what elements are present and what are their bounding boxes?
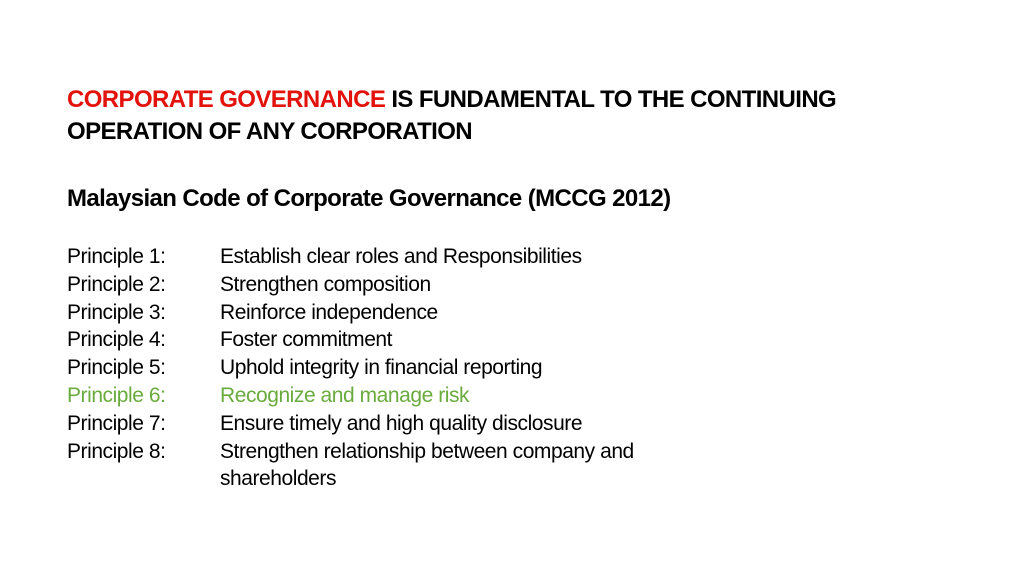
principle-row: [67, 354, 967, 382]
principle-row: [67, 438, 967, 494]
heading-corporate-governance: CORPORATE GOVERNANCE: [67, 86, 386, 113]
principle-text: Strengthen composition: [220, 272, 431, 296]
principles-list: [67, 243, 967, 493]
heading-line-1: [67, 84, 967, 116]
heading-fundamental: FUNDAMENTAL TO THE CONTINUING: [418, 86, 837, 113]
principle-row: [67, 243, 967, 271]
principle-text: Ensure timely and high quality disclosure: [220, 411, 583, 435]
heading-is: IS: [385, 86, 419, 113]
principle-label: Principle 5:: [67, 356, 166, 380]
principle-text: Foster commitment: [220, 328, 393, 352]
principle-label: Principle 4:: [67, 328, 166, 352]
principle-row: [67, 326, 967, 354]
principle-text: Establish clear roles and Responsibilities: [220, 245, 582, 268]
principle-label: Principle 1:: [67, 245, 166, 268]
principle-row: [67, 271, 967, 299]
principle-text: Reinforce independence: [220, 300, 438, 324]
principle-row-highlighted: [67, 382, 967, 410]
principle-text: Recognize and manage risk: [220, 383, 470, 407]
principle-text: Uphold integrity in financial reporting: [220, 356, 543, 380]
principle-label: Principle 3:: [67, 300, 166, 324]
principle-label: Principle 6:: [67, 383, 166, 407]
code-title: Malaysian Code of Corporate Governance (MCCG 2012): [67, 185, 671, 212]
principle-text: Strengthen relationship between company and shareholders: [220, 439, 634, 491]
principle-label: Principle 8:: [67, 439, 166, 463]
principle-row: [67, 410, 967, 438]
principle-label: Principle 2:: [67, 272, 166, 296]
slide-heading: [67, 84, 967, 148]
slide-content: [67, 84, 967, 493]
principle-row: [67, 299, 967, 327]
heading-line-2: OPERATION OF ANY CORPORATION: [67, 118, 472, 145]
principle-label: Principle 7:: [67, 411, 166, 435]
